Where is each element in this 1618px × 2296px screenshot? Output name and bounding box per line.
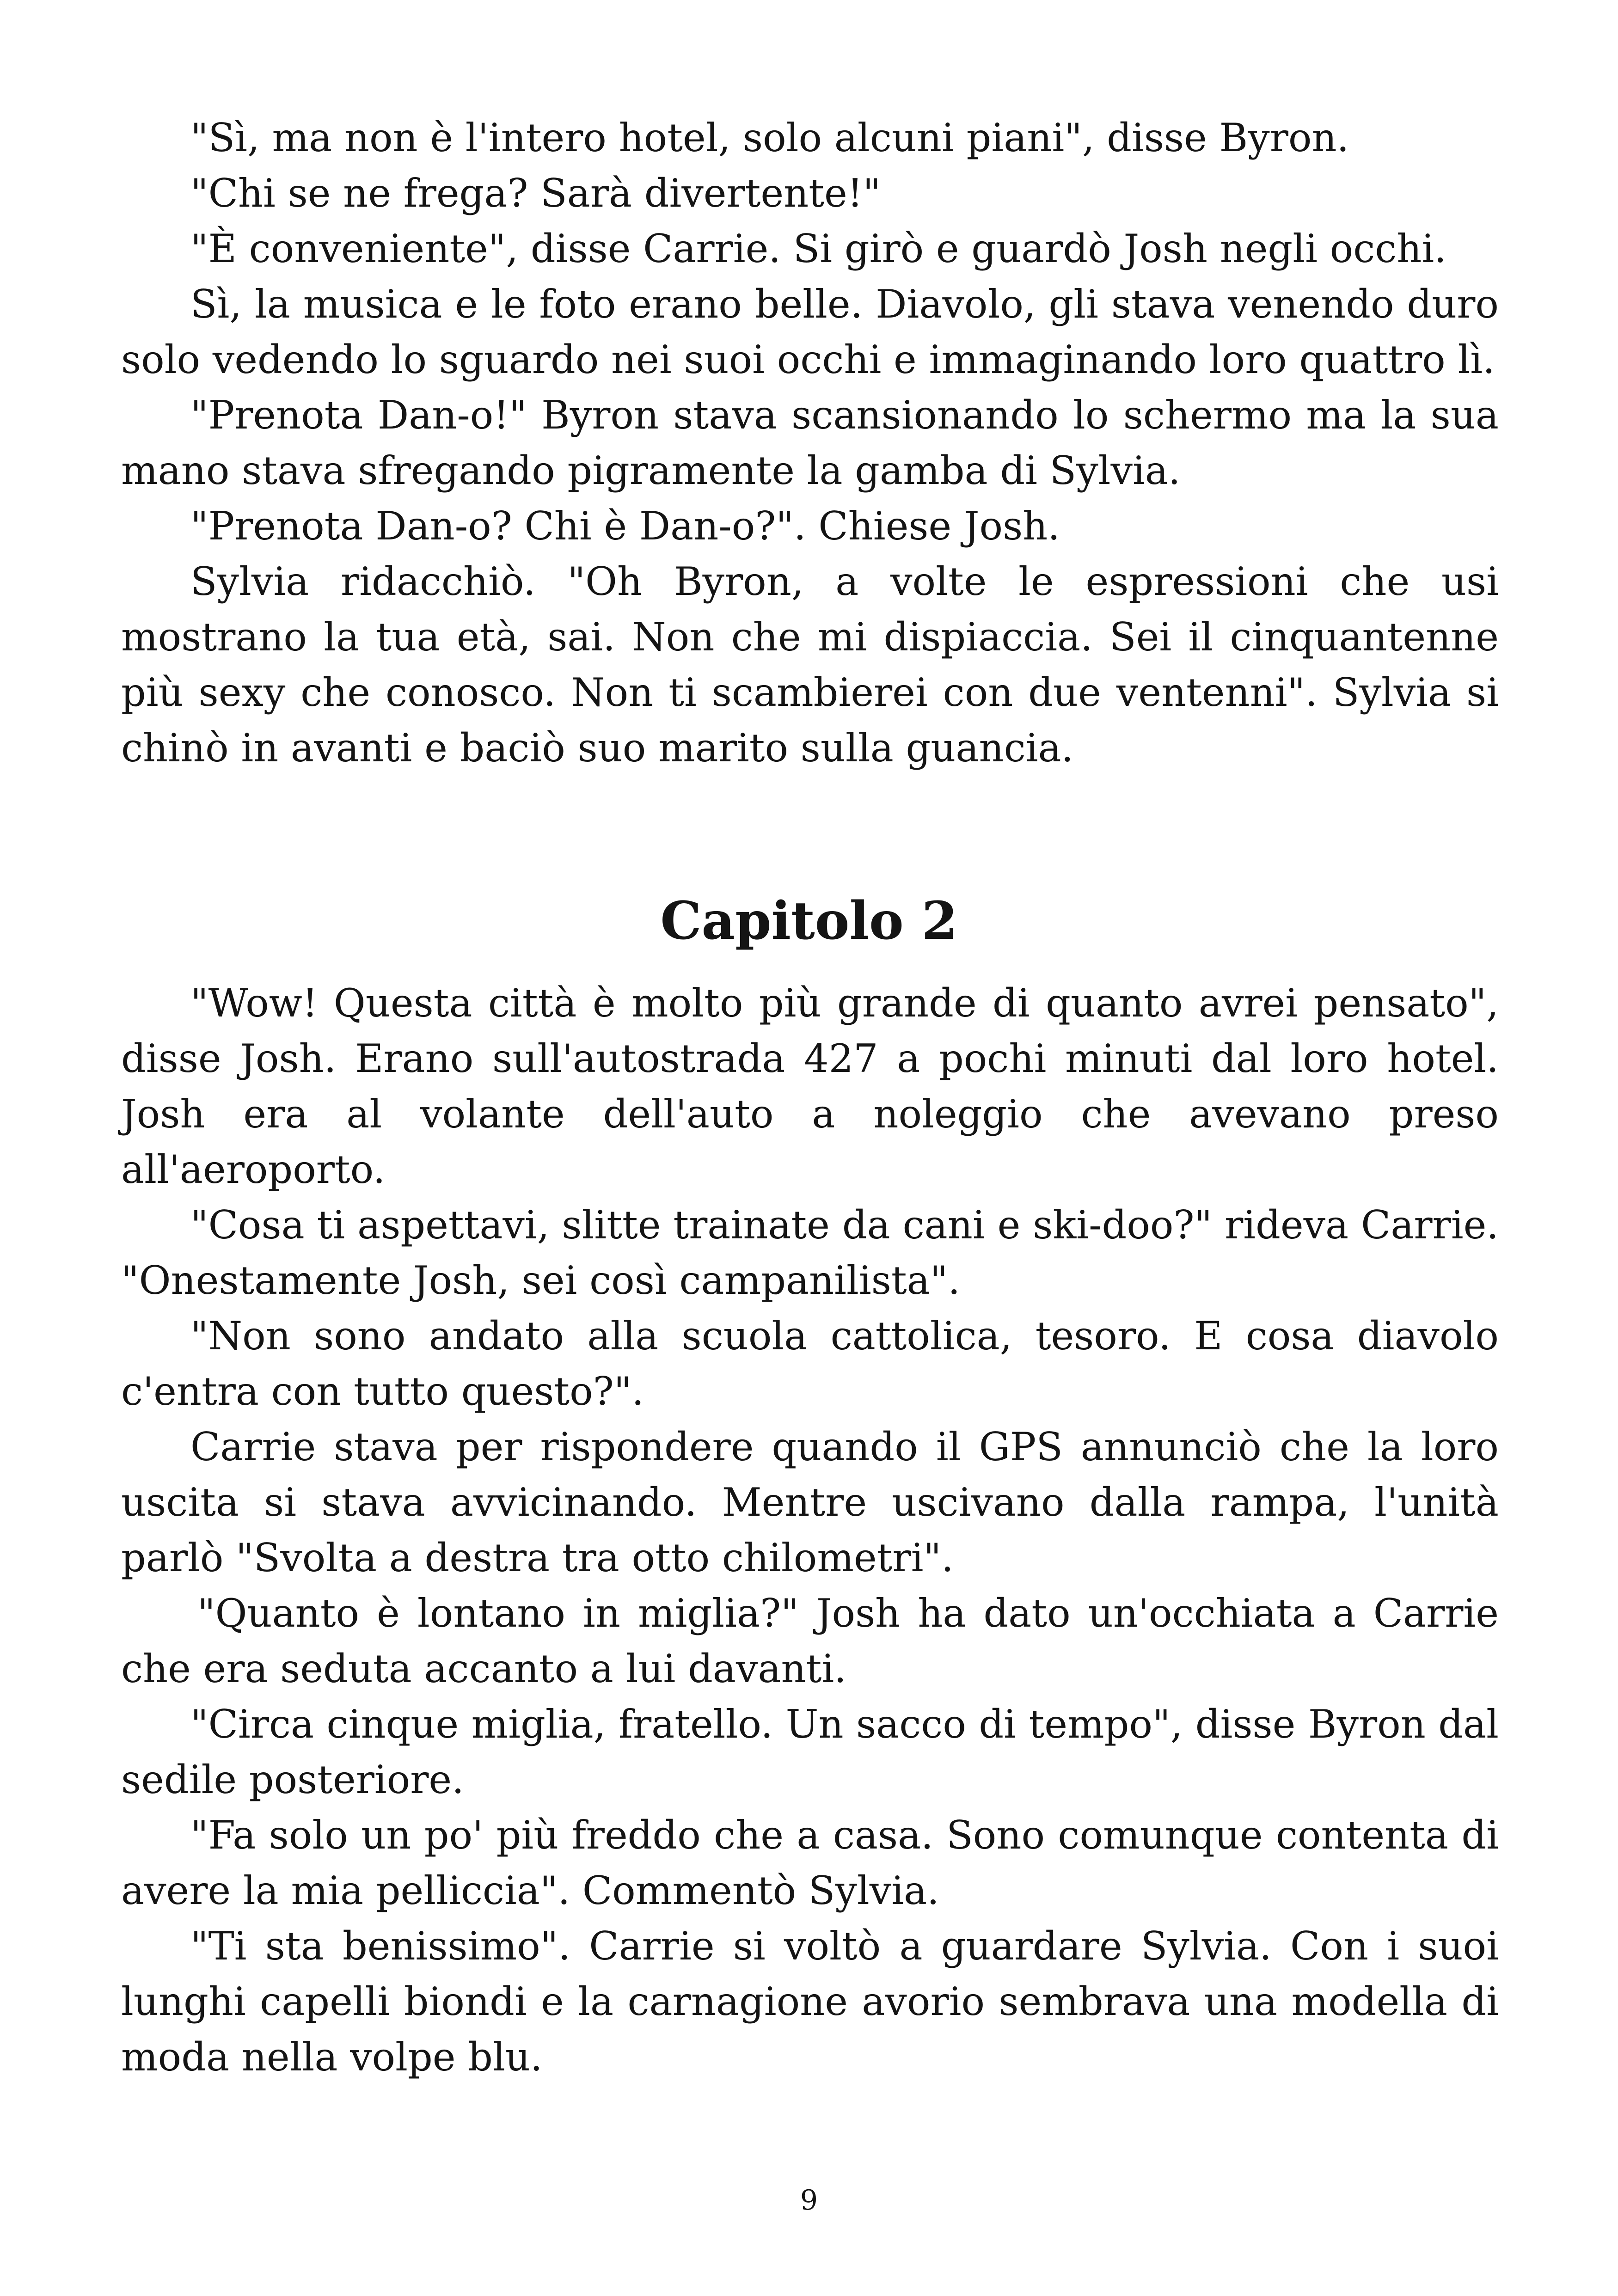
page-number: 9 xyxy=(800,2184,818,2216)
paragraph: "Quanto è lontano in miglia?" Josh ha dato un'occhiata a Carrie che era seduta accanto a lui davanti. xyxy=(121,1591,1499,1691)
chapter-1-closing-text xyxy=(121,110,1499,776)
paragraph: Sì, la musica e le foto erano belle. Diavolo, gli stava venendo duro solo vedendo lo sguardo nei suoi occhi e immaginando loro quattro lì. xyxy=(121,282,1499,382)
paragraph: "Cosa ti aspettavi, slitte trainate da cani e ski-doo?" rideva Carrie. "Onestamente Josh, sei così campanilista". xyxy=(121,1202,1499,1303)
paragraph: "Fa solo un po' più freddo che a casa. Sono comunque contenta di avere la mia pelliccia". Commentò Sylvia. xyxy=(121,1812,1499,1913)
paragraph: "Chi se ne frega? Sarà divertente!" xyxy=(190,171,881,216)
paragraph: Carrie stava per rispondere quando il GPS annunciò che la loro uscita si stava avvicinando. Mentre uscivano dalla rampa, l'unità parlò "Svolta a destra tra otto chilometri". xyxy=(121,1424,1499,1580)
paragraph: "Circa cinque miglia, fratello. Un sacco di tempo", disse Byron dal sedile posteriore. xyxy=(121,1702,1499,1802)
chapter-2-text xyxy=(121,975,1499,2085)
chapter-title: Capitolo 2 xyxy=(660,891,958,951)
paragraph: "Ti sta benissimo". Carrie si voltò a guardare Sylvia. Con i suoi lunghi capelli biondi e la carnagione avorio sembrava una modella di moda nella volpe blu. xyxy=(121,1923,1499,2080)
paragraph: "Prenota Dan-o!" Byron stava scansionando lo schermo ma la sua mano stava sfregando pigramente la gamba di Sylvia. xyxy=(121,392,1499,493)
paragraph: "Wow! Questa città è molto più grande di quanto avrei pensato", disse Josh. Erano sull'autostrada 427 a pochi minuti dal loro hotel. Josh era al volante dell'auto a noleggio che avevano preso all'aeroporto. xyxy=(121,980,1499,1192)
paragraph: "Prenota Dan-o? Chi è Dan-o?". Chiese Josh. xyxy=(190,503,1060,549)
paragraph: Sylvia ridacchiò. "Oh Byron, a volte le espressioni che usi mostrano la tua età, sai. Non che mi dispiaccia. Sei il cinquantenne più sexy che conosco. Non ti scambierei con due ventenni". Sylvia si chinò in avanti e baciò suo marito sulla guancia. xyxy=(121,559,1499,771)
paragraph: "È conveniente", disse Carrie. Si girò e guardò Josh negli occhi. xyxy=(190,226,1446,271)
paragraph: "Non sono andato alla scuola cattolica, tesoro. E cosa diavolo c'entra con tutto questo?". xyxy=(121,1313,1499,1414)
paragraph: "Sì, ma non è l'intero hotel, solo alcuni piani", disse Byron. xyxy=(190,115,1349,160)
